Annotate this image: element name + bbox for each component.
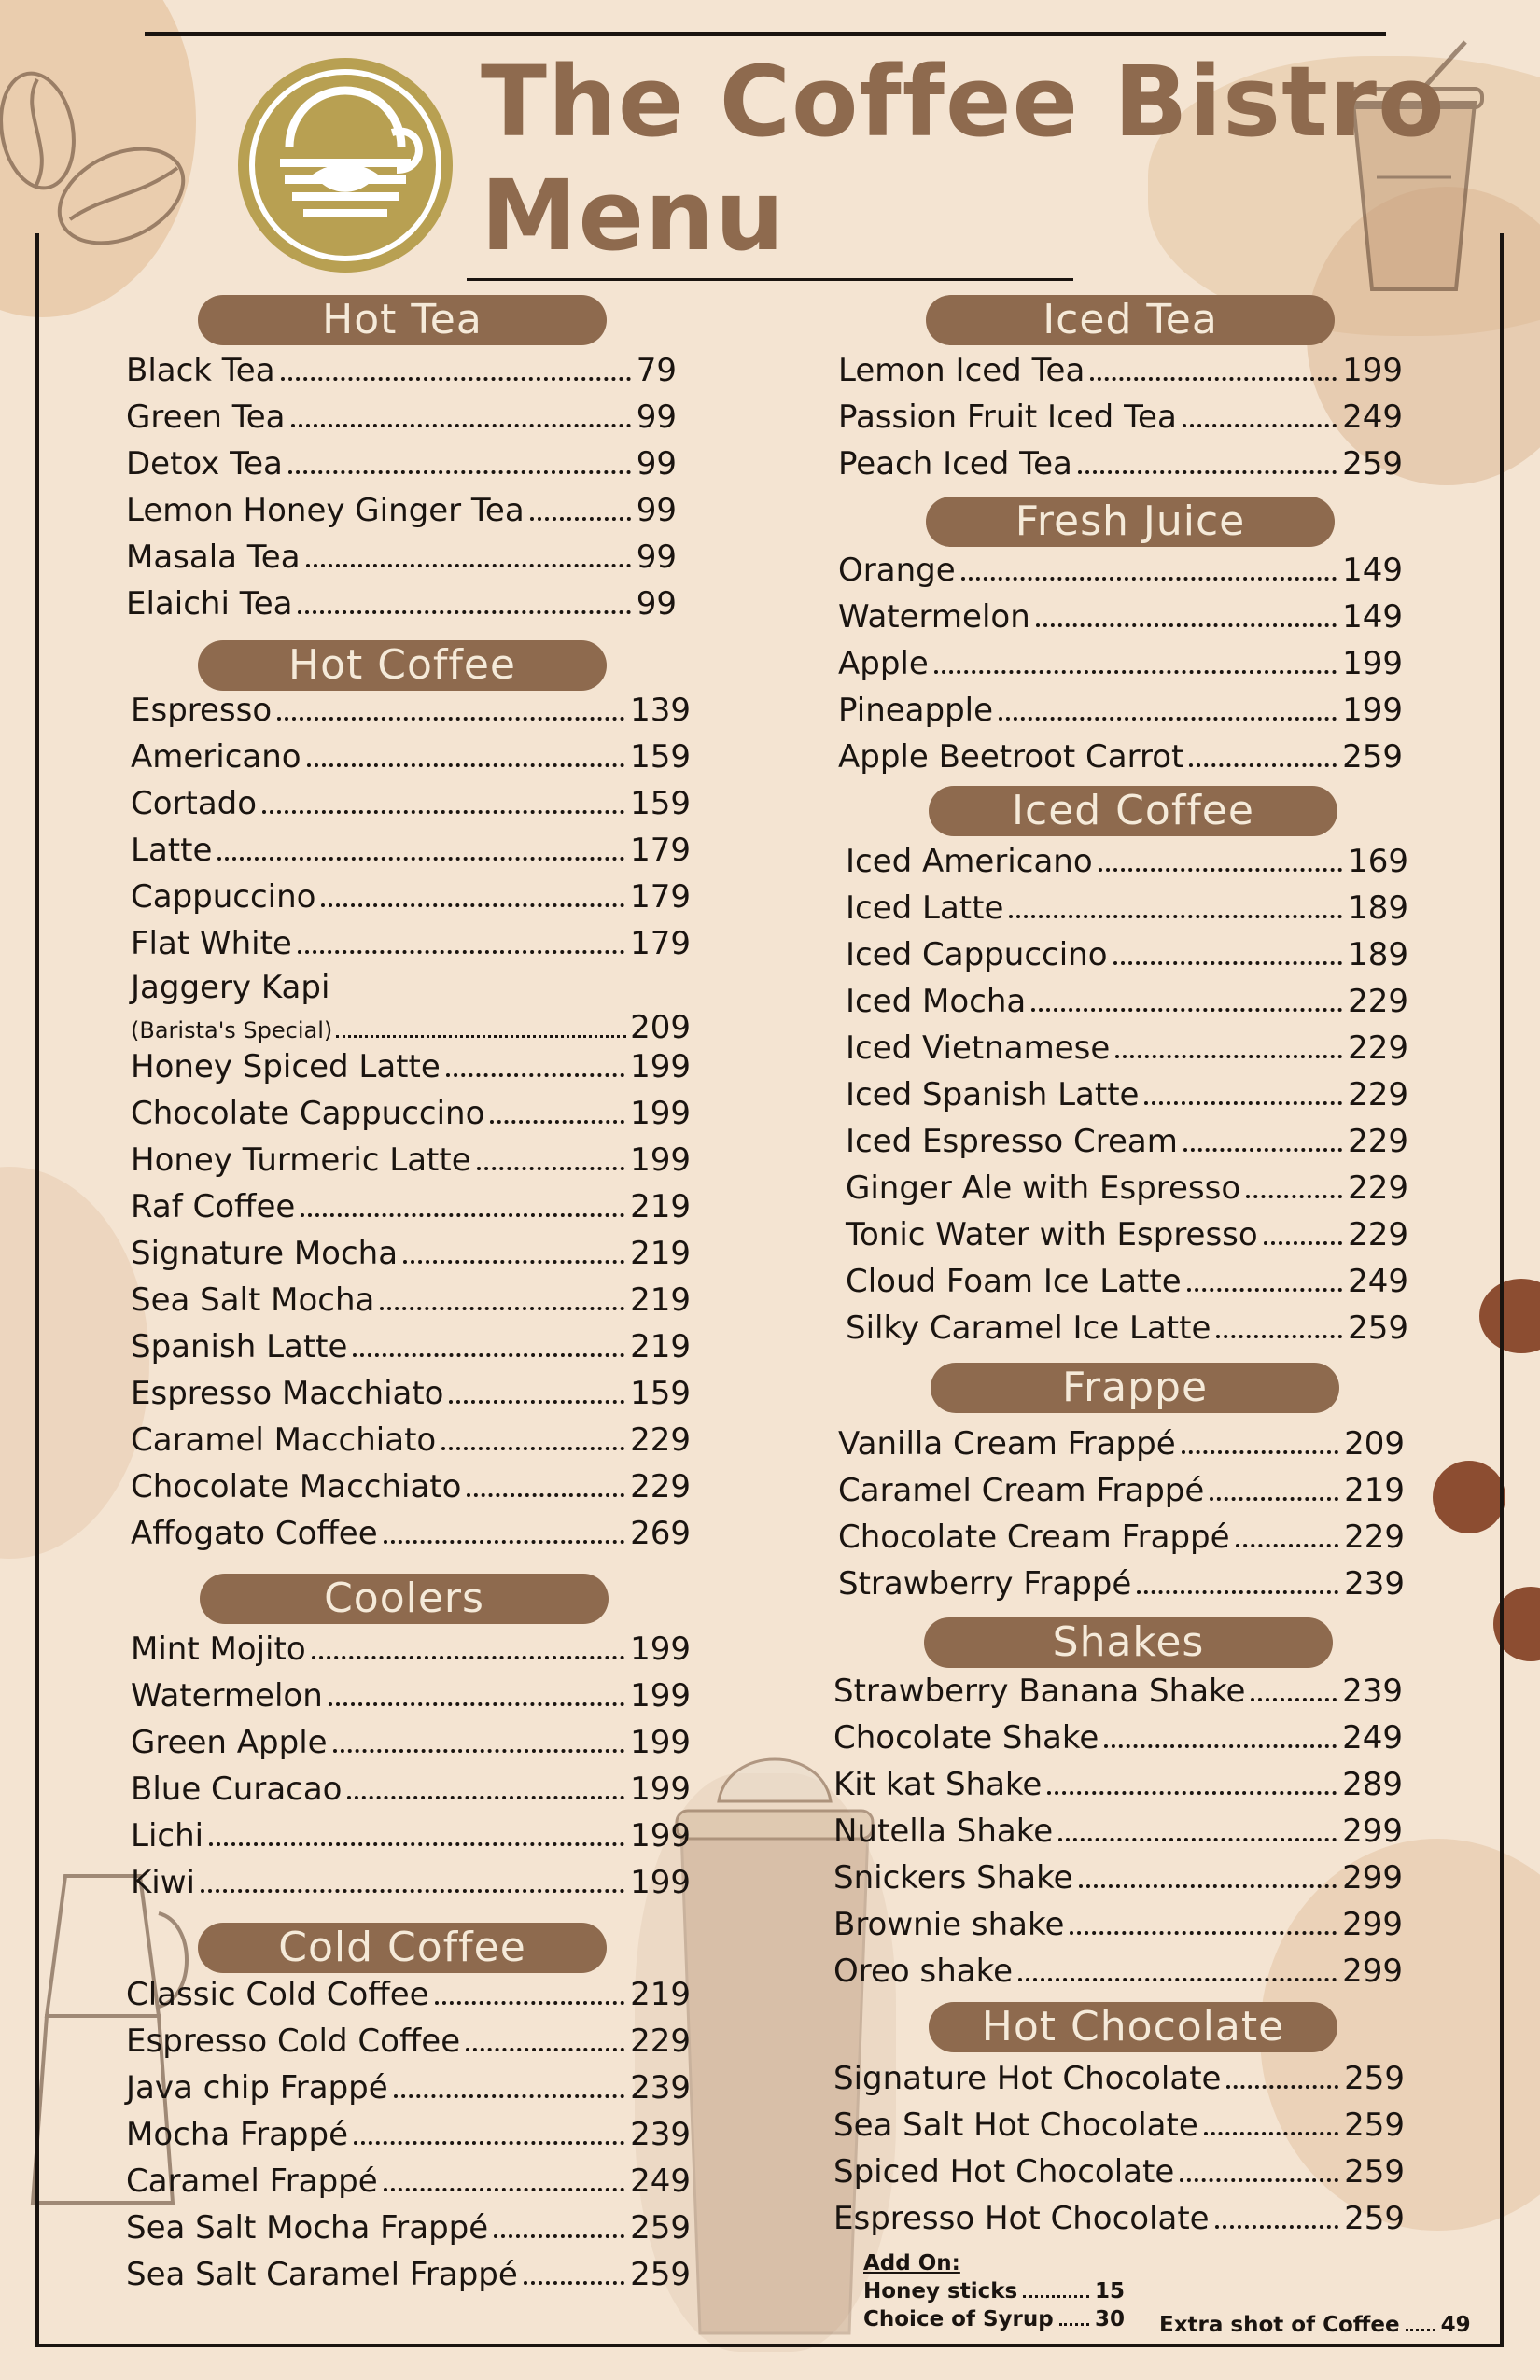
item-name: Spanish Latte	[131, 1328, 348, 1365]
item-price: 249	[1342, 1719, 1403, 1757]
item-name: Mint Mojito	[131, 1631, 306, 1668]
menu-item	[833, 1715, 1403, 1761]
menu-item	[131, 780, 691, 827]
item-price: 229	[1348, 1029, 1408, 1067]
item-price: 249	[1342, 399, 1403, 436]
menu-item	[131, 1813, 691, 1859]
item-price: 239	[630, 2069, 691, 2107]
item-name: Honey Turmeric Latte	[131, 1141, 471, 1179]
add-on-block	[863, 2249, 1125, 2333]
item-price: 229	[1348, 1076, 1408, 1113]
item-name: Sea Salt Hot Chocolate	[833, 2107, 1198, 2144]
item-price: 249	[630, 2163, 691, 2200]
menu-item	[131, 1277, 691, 1323]
section-header-fresh-juice: Fresh Juice	[926, 497, 1335, 547]
item-name: Espresso Cold Coffee	[126, 2023, 461, 2060]
item-name: Honey sticks	[863, 2279, 1018, 2303]
item-price: 219	[630, 1976, 691, 2013]
item-name: Latte	[131, 832, 213, 869]
title-line-1: The Coffee Bistro	[481, 45, 1446, 159]
item-name: Iced Americano	[846, 843, 1093, 880]
hot-chocolate-list	[833, 2055, 1405, 2242]
item-price: 189	[1348, 936, 1408, 973]
section-header-hot-tea: Hot Tea	[198, 295, 607, 345]
item-price: 99	[636, 445, 677, 483]
item-price: 199	[630, 1817, 691, 1855]
item-name: Vanilla Cream Frappé	[838, 1425, 1176, 1463]
menu-item	[838, 1421, 1405, 1467]
shakes-list	[833, 1668, 1403, 1995]
menu-item	[131, 874, 691, 920]
section-header-frappe: Frappe	[931, 1363, 1339, 1413]
menu-item	[846, 1258, 1408, 1305]
menu-item	[131, 1417, 691, 1463]
item-price: 259	[1342, 445, 1403, 483]
item-name: Espresso Macchiato	[131, 1375, 444, 1412]
item-name: Kiwi	[131, 1864, 195, 1901]
menu-item	[846, 1165, 1408, 1211]
section-header-iced-coffee: Iced Coffee	[929, 786, 1337, 836]
item-name: Kit kat Shake	[833, 1766, 1043, 1803]
item-price: 79	[636, 352, 677, 389]
item-price: 229	[1348, 1123, 1408, 1160]
menu-item	[838, 441, 1403, 487]
frappe-list	[838, 1421, 1405, 1607]
menu-item	[131, 1323, 691, 1370]
menu-item	[126, 2205, 691, 2251]
item-name: Lichi	[131, 1817, 204, 1855]
title-line-2: Menu	[481, 159, 786, 273]
coolers-list	[131, 1626, 691, 1906]
item-name: Mocha Frappé	[126, 2116, 348, 2153]
item-name: Honey Spiced Latte	[131, 1048, 441, 1085]
item-price: 219	[630, 1235, 691, 1272]
item-name: Signature Hot Chocolate	[833, 2060, 1222, 2097]
menu-item	[126, 1971, 691, 2018]
item-price: 219	[1344, 1472, 1405, 1509]
extra-shot-item	[1159, 2311, 1471, 2339]
item-price: 269	[630, 1515, 691, 1552]
item-name: Cortado	[131, 785, 258, 822]
add-on-item	[863, 2277, 1125, 2305]
menu-item	[838, 734, 1403, 780]
menu-item	[838, 1514, 1405, 1561]
section-header-hot-coffee: Hot Coffee	[198, 640, 607, 691]
item-price: 149	[1342, 598, 1403, 636]
item-price: 199	[630, 1141, 691, 1179]
item-name: Espresso Hot Chocolate	[833, 2200, 1210, 2237]
menu-item	[131, 687, 691, 734]
menu-item	[126, 2018, 691, 2065]
section-header-coolers: Coolers	[200, 1574, 609, 1624]
menu-item	[131, 1766, 691, 1813]
item-name: Spiced Hot Chocolate	[833, 2153, 1175, 2191]
item-price: 139	[630, 692, 691, 729]
menu-item	[838, 594, 1403, 640]
item-name: Signature Mocha	[131, 1235, 399, 1272]
item-price: 299	[1342, 1906, 1403, 1943]
menu-item	[126, 441, 677, 487]
section-header-iced-tea: Iced Tea	[926, 295, 1335, 345]
item-price: 259	[1342, 738, 1403, 776]
item-name: Watermelon	[838, 598, 1030, 636]
menu-item	[833, 1761, 1403, 1808]
item-price: 159	[630, 785, 691, 822]
item-price: 15	[1094, 2279, 1125, 2303]
item-price: 259	[1344, 2153, 1405, 2191]
menu-item	[131, 1370, 691, 1417]
menu-item	[131, 1183, 691, 1230]
decor-dot	[1479, 1279, 1540, 1353]
item-name: Nutella Shake	[833, 1813, 1054, 1850]
frame-border-top	[145, 32, 1386, 36]
menu-item	[126, 2111, 691, 2158]
item-price: 209	[630, 1009, 691, 1046]
item-price: 229	[630, 1468, 691, 1505]
item-price: 149	[1342, 552, 1403, 589]
item-name: Orange	[838, 552, 956, 589]
item-price: 199	[630, 1771, 691, 1808]
menu-item	[846, 931, 1408, 978]
item-name: Detox Tea	[126, 445, 283, 483]
menu-item	[131, 1137, 691, 1183]
item-name: Black Tea	[126, 352, 275, 389]
item-price: 229	[630, 1421, 691, 1459]
menu-item	[846, 1071, 1408, 1118]
add-on-item	[863, 2305, 1125, 2333]
item-price: 199	[630, 1724, 691, 1761]
menu-item	[126, 2065, 691, 2111]
item-name: Brownie shake	[833, 1906, 1065, 1943]
item-price: 159	[630, 1375, 691, 1412]
menu-item	[833, 1855, 1403, 1901]
item-name: Peach Iced Tea	[838, 445, 1072, 483]
menu-item	[838, 347, 1403, 394]
item-name: Sea Salt Caramel Frappé	[126, 2256, 518, 2293]
page-title	[481, 45, 1446, 273]
menu-item	[126, 394, 677, 441]
item-name: Chocolate Shake	[833, 1719, 1099, 1757]
item-name: Raf Coffee	[131, 1188, 296, 1225]
item-name: Choice of Syrup	[863, 2307, 1054, 2331]
title-underline	[467, 278, 1073, 281]
item-name: Snickers Shake	[833, 1859, 1073, 1897]
coffee-cup-logo-icon	[238, 58, 453, 273]
item-name: Silky Caramel Ice Latte	[846, 1309, 1211, 1347]
item-name: Elaichi Tea	[126, 585, 293, 623]
item-price: 99	[636, 399, 677, 436]
menu-item	[846, 1025, 1408, 1071]
item-price: 99	[636, 585, 677, 623]
item-price: 299	[1342, 1859, 1403, 1897]
menu-item	[846, 885, 1408, 931]
item-name: Iced Cappuccino	[846, 936, 1108, 973]
item-name: Jaggery Kapi	[131, 969, 330, 1006]
menu-item	[126, 347, 677, 394]
item-price: 259	[1348, 1309, 1408, 1347]
item-name: Espresso	[131, 692, 273, 729]
item-name: Green Tea	[126, 399, 286, 436]
item-name: Sea Salt Mocha	[131, 1281, 375, 1319]
item-price: 239	[630, 2116, 691, 2153]
item-name: Iced Spanish Latte	[846, 1076, 1140, 1113]
menu-item	[838, 394, 1403, 441]
menu-item	[126, 534, 677, 581]
item-name: Green Apple	[131, 1724, 328, 1761]
item-price: 159	[630, 738, 691, 776]
item-price: 199	[630, 1095, 691, 1132]
item-price: 219	[630, 1281, 691, 1319]
menu-item	[833, 2055, 1405, 2102]
item-price: 299	[1342, 1953, 1403, 1990]
menu-item	[833, 2102, 1405, 2149]
add-on-title: Add On:	[863, 2251, 960, 2275]
item-name: Iced Latte	[846, 889, 1004, 927]
item-name: Caramel Cream Frappé	[838, 1472, 1205, 1509]
menu-item	[846, 978, 1408, 1025]
section-header-cold-coffee: Cold Coffee	[198, 1923, 607, 1973]
item-price: 179	[630, 878, 691, 916]
item-price: 259	[1344, 2200, 1405, 2237]
menu-item-special	[131, 966, 691, 1046]
section-header-hot-chocolate: Hot Chocolate	[929, 2002, 1337, 2052]
item-price: 229	[1344, 1519, 1405, 1556]
item-name: Americano	[131, 738, 301, 776]
item-price: 199	[1342, 692, 1403, 729]
item-price: 179	[630, 832, 691, 869]
item-name: Apple	[838, 645, 929, 682]
menu-item	[833, 1668, 1403, 1715]
item-price: 199	[630, 1631, 691, 1668]
menu-item	[131, 1043, 691, 1090]
menu-item	[131, 1719, 691, 1766]
item-price: 259	[1344, 2060, 1405, 2097]
item-price: 199	[630, 1864, 691, 1901]
item-price: 199	[1342, 352, 1403, 389]
menu-item	[838, 1467, 1405, 1514]
cold-coffee-list	[126, 1971, 691, 2298]
item-name: Classic Cold Coffee	[126, 1976, 429, 2013]
item-name: Chocolate Macchiato	[131, 1468, 462, 1505]
item-name: Apple Beetroot Carrot	[838, 738, 1184, 776]
hot-coffee-list-a	[131, 687, 691, 967]
item-name: Blue Curacao	[131, 1771, 343, 1808]
menu-item	[838, 687, 1403, 734]
menu-item	[131, 920, 691, 967]
item-price: 179	[630, 925, 691, 962]
item-price: 289	[1342, 1766, 1403, 1803]
menu-item	[846, 838, 1408, 885]
item-price: 259	[630, 2256, 691, 2293]
item-name: Passion Fruit Iced Tea	[838, 399, 1177, 436]
item-name: Tonic Water with Espresso	[846, 1216, 1258, 1253]
decor-dot	[1433, 1461, 1505, 1533]
item-price: 299	[1342, 1813, 1403, 1850]
item-price: 239	[1344, 1565, 1405, 1603]
item-price: 99	[636, 539, 677, 576]
item-name: Java chip Frappé	[126, 2069, 388, 2107]
menu-item	[126, 487, 677, 534]
item-price: 219	[630, 1188, 691, 1225]
menu-item	[131, 827, 691, 874]
menu-item	[833, 1901, 1403, 1948]
item-price: 169	[1348, 843, 1408, 880]
menu-item	[833, 2149, 1405, 2195]
item-price: 229	[1348, 1216, 1408, 1253]
item-price: 99	[636, 492, 677, 529]
menu-item	[126, 581, 677, 627]
item-price: 249	[1348, 1263, 1408, 1300]
item-name: Ginger Ale with Espresso	[846, 1169, 1241, 1207]
item-price: 49	[1440, 2313, 1471, 2337]
item-name: Iced Espresso Cream	[846, 1123, 1178, 1160]
fresh-juice-list	[838, 547, 1403, 780]
item-name: Strawberry Frappé	[838, 1565, 1132, 1603]
item-name: Watermelon	[131, 1677, 323, 1715]
menu-item	[838, 547, 1403, 594]
iced-tea-list	[838, 347, 1403, 487]
menu-item	[131, 1510, 691, 1557]
hot-coffee-list-b	[131, 1043, 691, 1557]
item-name: Iced Mocha	[846, 983, 1027, 1020]
item-price: 199	[630, 1048, 691, 1085]
menu-item	[833, 1808, 1403, 1855]
hot-tea-list	[126, 347, 677, 627]
menu-item	[846, 1305, 1408, 1351]
menu-item	[126, 2158, 691, 2205]
menu-item	[131, 1230, 691, 1277]
menu-item	[846, 1211, 1408, 1258]
menu-item	[131, 734, 691, 780]
item-price: 229	[630, 2023, 691, 2060]
item-name: Caramel Macchiato	[131, 1421, 437, 1459]
item-name: Iced Vietnamese	[846, 1029, 1111, 1067]
item-note: (Barista's Special)	[131, 1017, 333, 1043]
menu-item	[126, 2251, 691, 2298]
menu-item	[131, 1859, 691, 1906]
item-name: Pineapple	[838, 692, 994, 729]
menu-item	[131, 1090, 691, 1137]
item-name: Strawberry Banana Shake	[833, 1673, 1246, 1710]
item-name: Lemon Honey Ginger Tea	[126, 492, 525, 529]
item-name: Oreo shake	[833, 1953, 1014, 1990]
menu-item	[838, 640, 1403, 687]
item-price: 239	[1342, 1673, 1403, 1710]
menu-item	[131, 1626, 691, 1673]
item-name: Flat White	[131, 925, 292, 962]
menu-item	[131, 1463, 691, 1510]
item-name: Caramel Frappé	[126, 2163, 378, 2200]
item-name: Affogato Coffee	[131, 1515, 378, 1552]
item-price: 30	[1094, 2307, 1125, 2331]
item-price: 259	[630, 2209, 691, 2247]
coffee-beans-sketch-icon	[0, 56, 196, 271]
item-price: 229	[1348, 1169, 1408, 1207]
iced-coffee-list	[846, 838, 1408, 1351]
frame-border-left	[35, 233, 39, 2347]
menu-item	[833, 2195, 1405, 2242]
item-price: 189	[1348, 889, 1408, 927]
item-name: Chocolate Cream Frappé	[838, 1519, 1230, 1556]
section-header-shakes: Shakes	[924, 1617, 1333, 1668]
item-price: 229	[1348, 983, 1408, 1020]
item-price: 199	[630, 1677, 691, 1715]
item-price: 259	[1344, 2107, 1405, 2144]
frame-border-right	[1500, 233, 1504, 2347]
item-name: Sea Salt Mocha Frappé	[126, 2209, 489, 2247]
menu-item	[131, 1673, 691, 1719]
menu-item	[846, 1118, 1408, 1165]
item-name: Cappuccino	[131, 878, 316, 916]
menu-item	[833, 1948, 1403, 1995]
item-name: Masala Tea	[126, 539, 301, 576]
item-price: 209	[1344, 1425, 1405, 1463]
item-name: Extra shot of Coffee	[1159, 2313, 1400, 2337]
decor-blob	[0, 1167, 149, 1559]
frame-border-bottom	[35, 2344, 1504, 2347]
item-price: 219	[630, 1328, 691, 1365]
item-price: 199	[1342, 645, 1403, 682]
item-name: Chocolate Cappuccino	[131, 1095, 485, 1132]
item-name: Lemon Iced Tea	[838, 352, 1085, 389]
menu-item	[838, 1561, 1405, 1607]
item-name: Cloud Foam Ice Latte	[846, 1263, 1182, 1300]
